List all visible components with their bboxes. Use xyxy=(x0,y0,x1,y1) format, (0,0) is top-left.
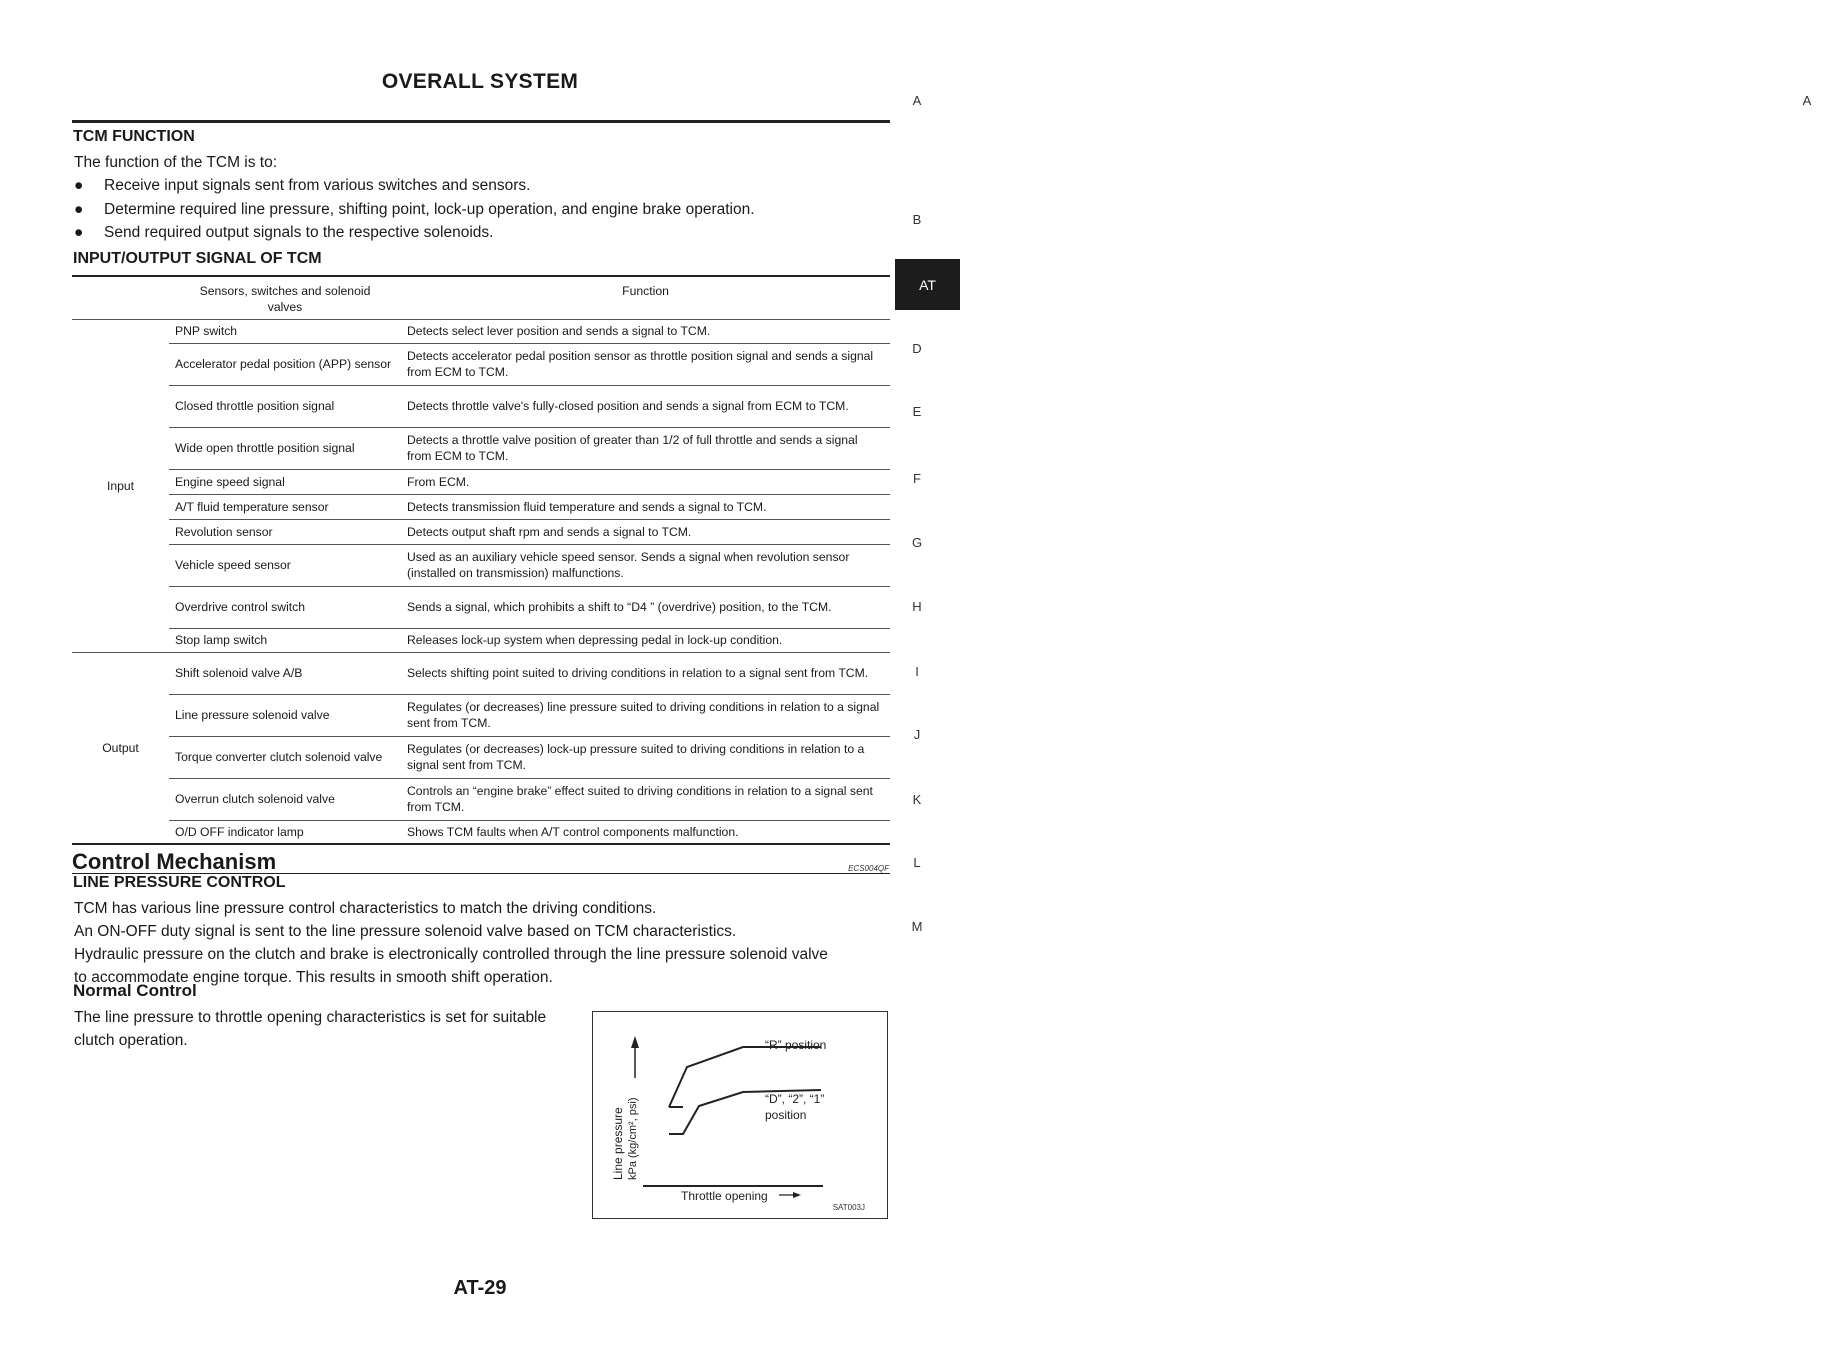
y-axis-arrowhead xyxy=(631,1036,639,1048)
side-index-letter-a[interactable]: A xyxy=(912,93,922,108)
tcm-function-list xyxy=(74,174,755,245)
table-cell-item: Torque converter clutch solenoid valve xyxy=(169,736,401,778)
table-cell-item: Line pressure solenoid valve xyxy=(169,694,401,736)
table-row xyxy=(72,519,890,544)
table-header-row xyxy=(72,276,890,319)
page-number: AT-29 xyxy=(453,1277,507,1299)
table-cell-function: Detects select lever position and sends a signal to TCM. xyxy=(401,319,890,343)
table-row xyxy=(72,736,890,778)
table-cell-item: Closed throttle position signal xyxy=(169,385,401,427)
io-signal-heading: INPUT/OUTPUT SIGNAL OF TCM xyxy=(73,250,322,267)
table-cell-item: Vehicle speed sensor xyxy=(169,544,401,586)
list-item xyxy=(74,174,755,198)
line-pressure-figure xyxy=(592,1011,888,1219)
table-cell-function: Regulates (or decreases) lock-up pressure suited to driving conditions in relation to a signal sent from TCM. xyxy=(401,736,890,778)
table-cell-item: A/T fluid temperature sensor xyxy=(169,494,401,519)
table-cell-function: Detects transmission fluid temperature and sends a signal to TCM. xyxy=(401,494,890,519)
table-cell-function: Regulates (or decreases) line pressure suited to driving conditions in relation to a signal sent from TCM. xyxy=(401,694,890,736)
io-signal-table xyxy=(72,275,890,845)
side-index-letter-b[interactable]: B xyxy=(912,212,922,227)
x-axis-arrowhead xyxy=(793,1192,801,1198)
side-index-letter-m[interactable]: M xyxy=(911,919,923,934)
bullet-icon: ● xyxy=(74,200,84,218)
bullet-icon: ● xyxy=(74,177,84,194)
paragraph-line: TCM has various line pressure control characteristics to match the driving conditions. xyxy=(74,900,657,917)
table-cell-item: Overrun clutch solenoid valve xyxy=(169,778,401,820)
line-pressure-control-heading: LINE PRESSURE CONTROL xyxy=(73,874,286,891)
table-row xyxy=(72,652,890,694)
y-axis-label-line1: Line pressure xyxy=(611,1107,625,1180)
table-cell-function: Controls an “engine brake” effect suited to driving conditions in relation to a signal sent from TCM. xyxy=(401,778,890,820)
bullet-text: Receive input signals sent from various switches and sensors. xyxy=(104,177,531,194)
table-cell-item: O/D OFF indicator lamp xyxy=(169,820,401,844)
page-title: OVERALL SYSTEM xyxy=(381,70,579,93)
r-position-label: “R” position xyxy=(765,1038,827,1052)
title-rule xyxy=(72,120,890,123)
table-row xyxy=(72,586,890,628)
table-row xyxy=(72,343,890,385)
x-axis-label: Throttle opening xyxy=(681,1189,768,1203)
side-index-letter-l[interactable]: L xyxy=(913,855,921,870)
bullet-text: Send required output signals to the respective solenoids. xyxy=(104,224,494,241)
table-cell-function: Selects shifting point suited to driving conditions in relation to a signal sent from TCM. xyxy=(401,652,890,694)
input-group-label: Input xyxy=(72,319,169,652)
paragraph-line: to accommodate engine torque. This results in smooth shift operation. xyxy=(74,969,553,986)
side-index-letter-d[interactable]: D xyxy=(912,341,922,356)
table-cell-item: PNP switch xyxy=(169,319,401,343)
side-index xyxy=(890,0,1812,1358)
table-cell-item: Accelerator pedal position (APP) sensor xyxy=(169,343,401,385)
table-cell-function: Detects accelerator pedal position sensor as throttle position signal and sends a signal from ECM to TCM. xyxy=(401,343,890,385)
table-cell-function: Sends a signal, which prohibits a shift to “D4 ” (overdrive) position, to the TCM. xyxy=(401,586,890,628)
table-row xyxy=(72,469,890,494)
bullet-text: Determine required line pressure, shifting point, lock-up operation, and engine brake operation. xyxy=(104,200,755,218)
paragraph-line: Hydraulic pressure on the clutch and brake is electronically controlled through the line pressure solenoid valve xyxy=(74,946,828,963)
table-cell-function: Shows TCM faults when A/T control components malfunction. xyxy=(401,820,890,844)
table-row xyxy=(72,628,890,652)
table-header-function: Function xyxy=(401,276,890,319)
normal-control-text xyxy=(74,1006,546,1052)
control-mechanism-heading: Control Mechanism xyxy=(72,849,277,874)
table-row xyxy=(72,319,890,343)
side-index-letter-e[interactable]: E xyxy=(912,404,922,419)
line-pressure-paragraph xyxy=(74,897,828,989)
table-row xyxy=(72,544,890,586)
y-axis-label-line2: kPa (kg/cm², psi) xyxy=(627,1097,639,1180)
table-row xyxy=(72,427,890,469)
paragraph-line: clutch operation. xyxy=(74,1032,188,1049)
figure-code: SAT003J xyxy=(832,1203,865,1212)
side-index-letter-a[interactable]: A xyxy=(1802,93,1812,108)
table-cell-function: Detects a throttle valve position of greater than 1/2 of full throttle and sends a signal from ECM to TCM. xyxy=(401,427,890,469)
paragraph-line: An ON-OFF duty signal is sent to the line pressure solenoid valve based on TCM characteristics. xyxy=(74,923,737,940)
bullet-icon: ● xyxy=(74,224,84,241)
d-position-label-line1: “D”, “2”, “1” xyxy=(765,1092,825,1106)
table-row xyxy=(72,494,890,519)
table-row xyxy=(72,694,890,736)
table-cell-item: Shift solenoid valve A/B xyxy=(169,652,401,694)
side-index-letter-k[interactable]: K xyxy=(912,792,922,807)
tcm-function-heading: TCM FUNCTION xyxy=(73,128,195,145)
line-pressure-diagram xyxy=(593,1012,889,1220)
reference-code: ECS004QF xyxy=(848,864,889,873)
output-group-label: Output xyxy=(72,652,169,844)
side-index-letter-g[interactable]: G xyxy=(911,535,923,550)
table-cell-item: Revolution sensor xyxy=(169,519,401,544)
side-index-tab-at[interactable]: AT xyxy=(895,259,960,310)
table-row xyxy=(72,778,890,820)
table-cell-function: From ECM. xyxy=(401,469,890,494)
table-row xyxy=(72,820,890,844)
side-index-letter-j[interactable]: J xyxy=(913,727,921,742)
paragraph-line: The line pressure to throttle opening characteristics is set for suitable xyxy=(74,1009,547,1026)
d-position-label-line2: position xyxy=(765,1108,807,1122)
side-index-letter-h[interactable]: H xyxy=(912,599,922,614)
table-cell-item: Wide open throttle position signal xyxy=(169,427,401,469)
tcm-function-intro: The function of the TCM is to: xyxy=(74,154,278,171)
table-cell-function: Detects throttle valve's fully-closed position and sends a signal from ECM to TCM. xyxy=(401,385,890,427)
side-index-letter-i[interactable]: I xyxy=(915,664,919,679)
table-header-item: Sensors, switches and solenoid valves xyxy=(169,276,401,319)
list-item xyxy=(74,221,755,245)
table-cell-item: Engine speed signal xyxy=(169,469,401,494)
table-cell-function: Detects output shaft rpm and sends a signal to TCM. xyxy=(401,519,890,544)
list-item xyxy=(74,198,755,222)
side-index-letter-f[interactable]: F xyxy=(913,471,921,486)
table-cell-item: Overdrive control switch xyxy=(169,586,401,628)
table-cell-item: Stop lamp switch xyxy=(169,628,401,652)
table-header-blank xyxy=(72,276,169,319)
table-row xyxy=(72,385,890,427)
table-cell-function: Releases lock-up system when depressing pedal in lock-up condition. xyxy=(401,628,890,652)
normal-control-heading: Normal Control xyxy=(73,981,197,1000)
table-cell-function: Used as an auxiliary vehicle speed sensor. Sends a signal when revolution sensor (installed on transmission) malfunctions. xyxy=(401,544,890,586)
